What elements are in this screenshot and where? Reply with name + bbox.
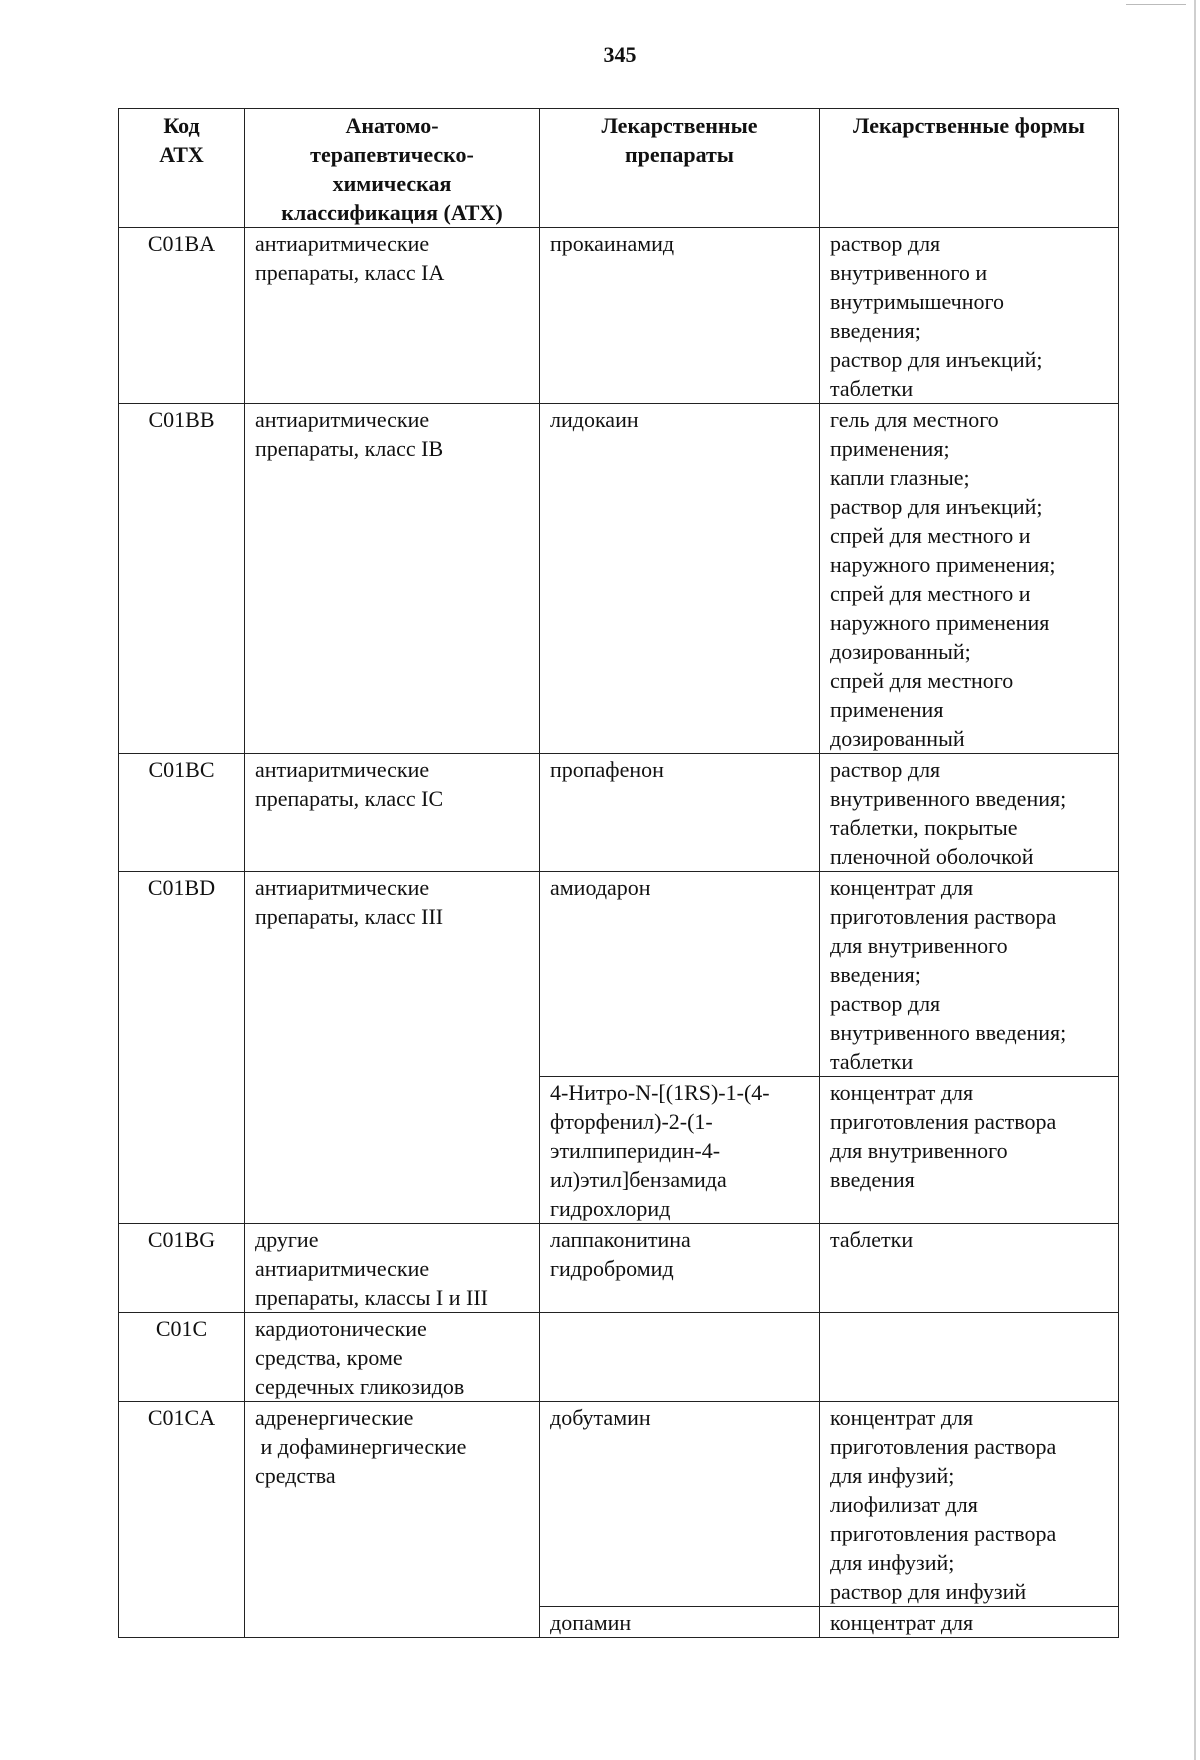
classification-cell	[245, 872, 540, 1224]
drug-cell	[540, 1313, 820, 1402]
table-body	[119, 228, 1119, 1638]
cell-text-line: препараты, классы I и III	[255, 1285, 488, 1310]
cell-text-line: приготовления раствора	[830, 1521, 1057, 1546]
scan-edge-mark	[1126, 4, 1186, 5]
cell-text-line: для инфузий;	[830, 1463, 955, 1488]
cell-text-line: антиаритмические	[255, 757, 430, 782]
cell-text-line: этилпиперидин-4-	[550, 1138, 721, 1163]
cell-text-line: гель для местного	[830, 407, 999, 432]
dosage-forms-cell	[820, 1402, 1119, 1607]
atx-table	[118, 108, 1119, 1638]
cell-text-line: Лекарственные формы	[853, 113, 1085, 138]
cell-text-line: внутримышечного	[830, 289, 1004, 314]
dosage-forms-cell	[820, 404, 1119, 754]
cell-text-line: допамин	[550, 1610, 632, 1635]
dosage-forms-cell	[820, 872, 1119, 1077]
cell-text-line: пропафенон	[550, 757, 664, 782]
cell-text-line: препараты, класс IB	[255, 436, 444, 461]
cell-text-line: приготовления раствора	[830, 1434, 1057, 1459]
drug-cell	[540, 754, 820, 872]
atx-code: C01BA	[147, 231, 216, 256]
cell-text-line: Код	[163, 113, 200, 138]
header-classification	[245, 109, 540, 228]
cell-text-line: раствор для	[830, 991, 941, 1016]
classification-cell	[245, 404, 540, 754]
header-row	[119, 109, 1119, 228]
cell-text-line: для инфузий;	[830, 1550, 955, 1575]
cell-text-line: спрей для местного и	[830, 523, 1031, 548]
cell-text-line: лиофилизат для	[830, 1492, 978, 1517]
cell-text-line: применения;	[830, 436, 950, 461]
cell-text-line: дозированный;	[830, 639, 971, 664]
cell-text-line: сердечных гликозидов	[255, 1374, 465, 1399]
table-row	[119, 228, 1119, 404]
drug-cell	[540, 404, 820, 754]
cell-text-line: Анатомо-	[345, 113, 439, 138]
cell-text-line: введения;	[830, 962, 921, 987]
cell-text-line: гидробромид	[550, 1256, 674, 1281]
cell-text-line: препараты, класс IC	[255, 786, 444, 811]
cell-text-line: другие	[255, 1227, 319, 1252]
dosage-forms-cell	[820, 1077, 1119, 1224]
cell-text-line: для внутривенного	[830, 1138, 1008, 1163]
cell-text-line: концентрат для	[830, 1405, 974, 1430]
cell-text-line: раствор для инъекций;	[830, 494, 1043, 519]
cell-text-line: добутамин	[550, 1405, 651, 1430]
cell-text-line: 4-Нитро-N-[(1RS)-1-(4-	[550, 1080, 770, 1105]
table-row	[119, 404, 1119, 754]
classification-cell	[245, 228, 540, 404]
cell-text-line: дозированный	[830, 726, 965, 751]
cell-text-line	[550, 1314, 809, 1343]
classification-cell	[245, 1224, 540, 1313]
cell-text-line: наружного применения;	[830, 552, 1056, 577]
header-code	[119, 109, 245, 228]
cell-text-line: лаппаконитина	[550, 1227, 691, 1252]
atx-code: C01BB	[148, 407, 215, 432]
table-header	[119, 109, 1119, 228]
cell-text-line: раствор для инфузий	[830, 1579, 1027, 1604]
cell-text-line: внутривенного и	[830, 260, 988, 285]
cell-text-line: химическая	[332, 171, 452, 196]
cell-text-line: таблетки	[830, 1049, 914, 1074]
cell-text-line	[830, 1314, 1108, 1343]
cell-text-line: наружного применения	[830, 610, 1050, 635]
cell-text-line: препараты	[624, 142, 734, 167]
cell-text-line: раствор для	[830, 231, 941, 256]
cell-text-line: концентрат для	[830, 1080, 974, 1105]
cell-text-line: спрей для местного	[830, 668, 1014, 693]
classification-cell	[245, 754, 540, 872]
cell-text-line: адренергические	[255, 1405, 414, 1430]
drug-cell	[540, 1224, 820, 1313]
cell-text-line: антиаритмические	[255, 875, 430, 900]
atx-code-cell	[119, 872, 245, 1224]
cell-text-line: препараты, класс III	[255, 904, 444, 929]
header-forms	[820, 109, 1119, 228]
cell-text-line: терапевтическо-	[310, 142, 474, 167]
classification-cell	[245, 1313, 540, 1402]
cell-text-line: внутривенного введения;	[830, 1020, 1067, 1045]
drug-cell	[540, 1077, 820, 1224]
atx-code: C01C	[155, 1316, 208, 1341]
header-drugs	[540, 109, 820, 228]
drug-cell	[540, 1607, 820, 1638]
cell-text-line: раствор для	[830, 757, 941, 782]
cell-text-line: спрей для местного и	[830, 581, 1031, 606]
table-row	[119, 1224, 1119, 1313]
table-row	[119, 1402, 1119, 1607]
classification-cell	[245, 1402, 540, 1638]
cell-text-line: препараты, класс IA	[255, 260, 445, 285]
cell-text-line: пленочной оболочкой	[830, 844, 1034, 869]
cell-text-line: введения;	[830, 318, 921, 343]
cell-text-line: применения	[830, 697, 944, 722]
atx-code: C01BG	[147, 1227, 216, 1252]
cell-text-line: прокаинамид	[550, 231, 675, 256]
atx-code-cell	[119, 754, 245, 872]
drug-cell	[540, 872, 820, 1077]
cell-text-line: таблетки, покрытые	[830, 815, 1018, 840]
cell-text-line: таблетки	[830, 1227, 914, 1252]
scan-edge-line	[1194, 0, 1196, 1760]
drug-cell	[540, 1402, 820, 1607]
cell-text-line: лидокаин	[550, 407, 639, 432]
dosage-forms-cell	[820, 1607, 1119, 1638]
cell-text-line: Лекарственные	[601, 113, 758, 138]
cell-text-line: раствор для инъекций;	[830, 347, 1043, 372]
cell-text-line: средства	[255, 1463, 336, 1488]
cell-text-line: ил)этил]бензамида	[550, 1167, 727, 1192]
atx-code: C01BC	[148, 757, 215, 782]
cell-text-line: концентрат для	[830, 875, 974, 900]
cell-text-line: внутривенного введения;	[830, 786, 1067, 811]
dosage-forms-cell	[820, 1224, 1119, 1313]
drug-cell	[540, 228, 820, 404]
cell-text-line: АТХ	[159, 142, 204, 167]
cell-text-line: гидрохлорид	[550, 1196, 671, 1221]
cell-text-line: капли глазные;	[830, 465, 970, 490]
cell-text-line: классификация (АТХ)	[281, 200, 503, 225]
cell-text-line: концентрат для	[830, 1610, 974, 1635]
cell-text-line: амиодарон	[550, 875, 651, 900]
cell-text-line: таблетки	[830, 376, 914, 401]
atx-code-cell	[119, 1402, 245, 1638]
dosage-forms-cell	[820, 1313, 1119, 1402]
table-row	[119, 754, 1119, 872]
atx-code-cell	[119, 228, 245, 404]
cell-text-line: приготовления раствора	[830, 904, 1057, 929]
atx-code-cell	[119, 1224, 245, 1313]
cell-text-line: кардиотонические	[255, 1316, 427, 1341]
dosage-forms-cell	[820, 754, 1119, 872]
cell-text-line: и дофаминергические	[255, 1434, 467, 1459]
table-row	[119, 872, 1119, 1077]
cell-text-line: антиаритмические	[255, 407, 430, 432]
cell-text-line: средства, кроме	[255, 1345, 403, 1370]
atx-code: C01BD	[147, 875, 216, 900]
atx-code-cell	[119, 1313, 245, 1402]
cell-text-line: приготовления раствора	[830, 1109, 1057, 1134]
cell-text-line: фторфенил)-2-(1-	[550, 1109, 713, 1134]
atx-code: C01CA	[147, 1405, 216, 1430]
page-number: 345	[603, 42, 637, 67]
cell-text-line: антиаритмические	[255, 1256, 430, 1281]
table-row	[119, 1313, 1119, 1402]
dosage-forms-cell	[820, 228, 1119, 404]
cell-text-line: введения	[830, 1167, 915, 1192]
cell-text-line: для внутривенного	[830, 933, 1008, 958]
cell-text-line: антиаритмические	[255, 231, 430, 256]
atx-code-cell	[119, 404, 245, 754]
